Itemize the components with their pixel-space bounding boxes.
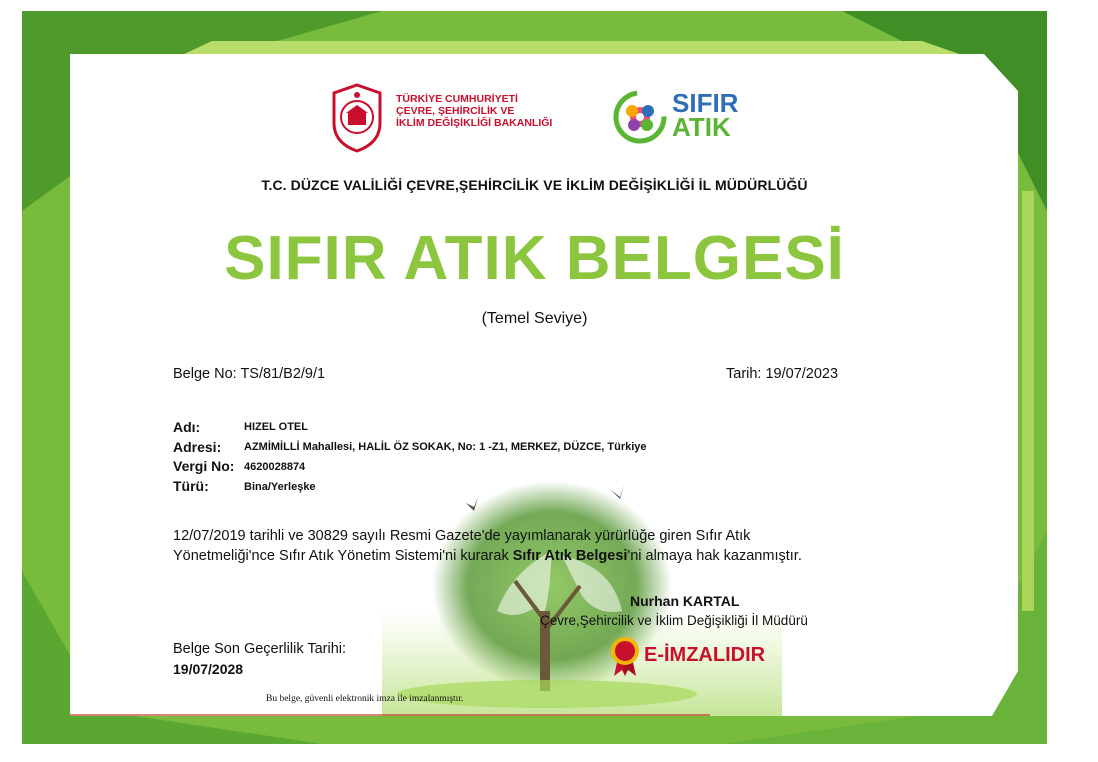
name-value: HIZEL OTEL: [244, 421, 308, 433]
footer-note: Bu belge, güvenli elektronik imza ile imzalanmıştır.: [266, 694, 464, 704]
tax-label: Vergi No:: [173, 458, 235, 474]
ministry-logo: [326, 83, 576, 153]
address-label: Adresi:: [173, 439, 222, 455]
statement-line-1: 12/07/2019 tarihli ve 30829 sayılı Resmi Gazete'de yayımlanarak yürürlüğe giren Sıfır Atık: [173, 528, 751, 544]
e-signature-label: E-İMZALIDIR: [644, 644, 766, 666]
ministry-emblem-icon: [326, 83, 388, 153]
recycle-flower-icon: [610, 83, 670, 147]
sifir-atik-logo: [610, 83, 750, 149]
e-signature-stamp: [608, 636, 808, 676]
ministry-line-2: ÇEVRE, ŞEHİRCİLİK VE: [396, 105, 515, 117]
rosette-icon: [608, 636, 642, 676]
name-label: Adı:: [173, 419, 201, 435]
type-label: Türü:: [173, 478, 209, 494]
validity-label: Belge Son Geçerlilik Tarihi:: [173, 641, 347, 657]
statement-line-2: Yönetmeliği'nce Sıfır Atık Yönetim Sistemi'ni kurarak Sıfır Atık Belgesi'ni almaya hak kazanmıştır.: [173, 548, 802, 564]
logo-word-sifir: SIFIR: [672, 88, 739, 118]
certificate-title: SIFIR ATIK BELGESİ: [224, 224, 845, 293]
signer-title: Çevre,Şehircilik ve İklim Değişikliği İl Müdürü: [540, 613, 808, 628]
address-value: AZMİMİLLİ Mahallesi, HALİL ÖZ SOKAK, No: 1 -Z1, MERKEZ, DÜZCE, Türkiye: [244, 441, 647, 453]
type-value: Bina/Yerleşke: [244, 481, 316, 493]
signer-name: Nurhan KARTAL: [630, 593, 740, 609]
validity-date: 19/07/2028: [173, 661, 244, 677]
certificate-level: (Temel Seviye): [481, 310, 588, 327]
logo-word-atik: ATIK: [672, 112, 731, 142]
statement-paragraph: [173, 526, 802, 566]
statement-bold: Sıfır Atık Belgesi: [512, 548, 628, 564]
document-date: Tarih: 19/07/2023: [726, 366, 839, 382]
ministry-line-3: İKLİM DEĞİŞİKLİĞİ BAKANLIĞI: [396, 117, 553, 129]
certificate: [22, 11, 1047, 744]
directorate-heading: T.C. DÜZCE VALİLİĞİ ÇEVRE,ŞEHİRCİLİK VE İKLİM DEĞİŞİKLİĞİ İL MÜDÜRLÜĞÜ: [261, 177, 808, 193]
ministry-line-1: TÜRKİYE CUMHURİYETİ: [396, 93, 518, 105]
tax-value: 4620028874: [244, 461, 306, 473]
document-number: Belge No: TS/81/B2/9/1: [173, 366, 326, 382]
